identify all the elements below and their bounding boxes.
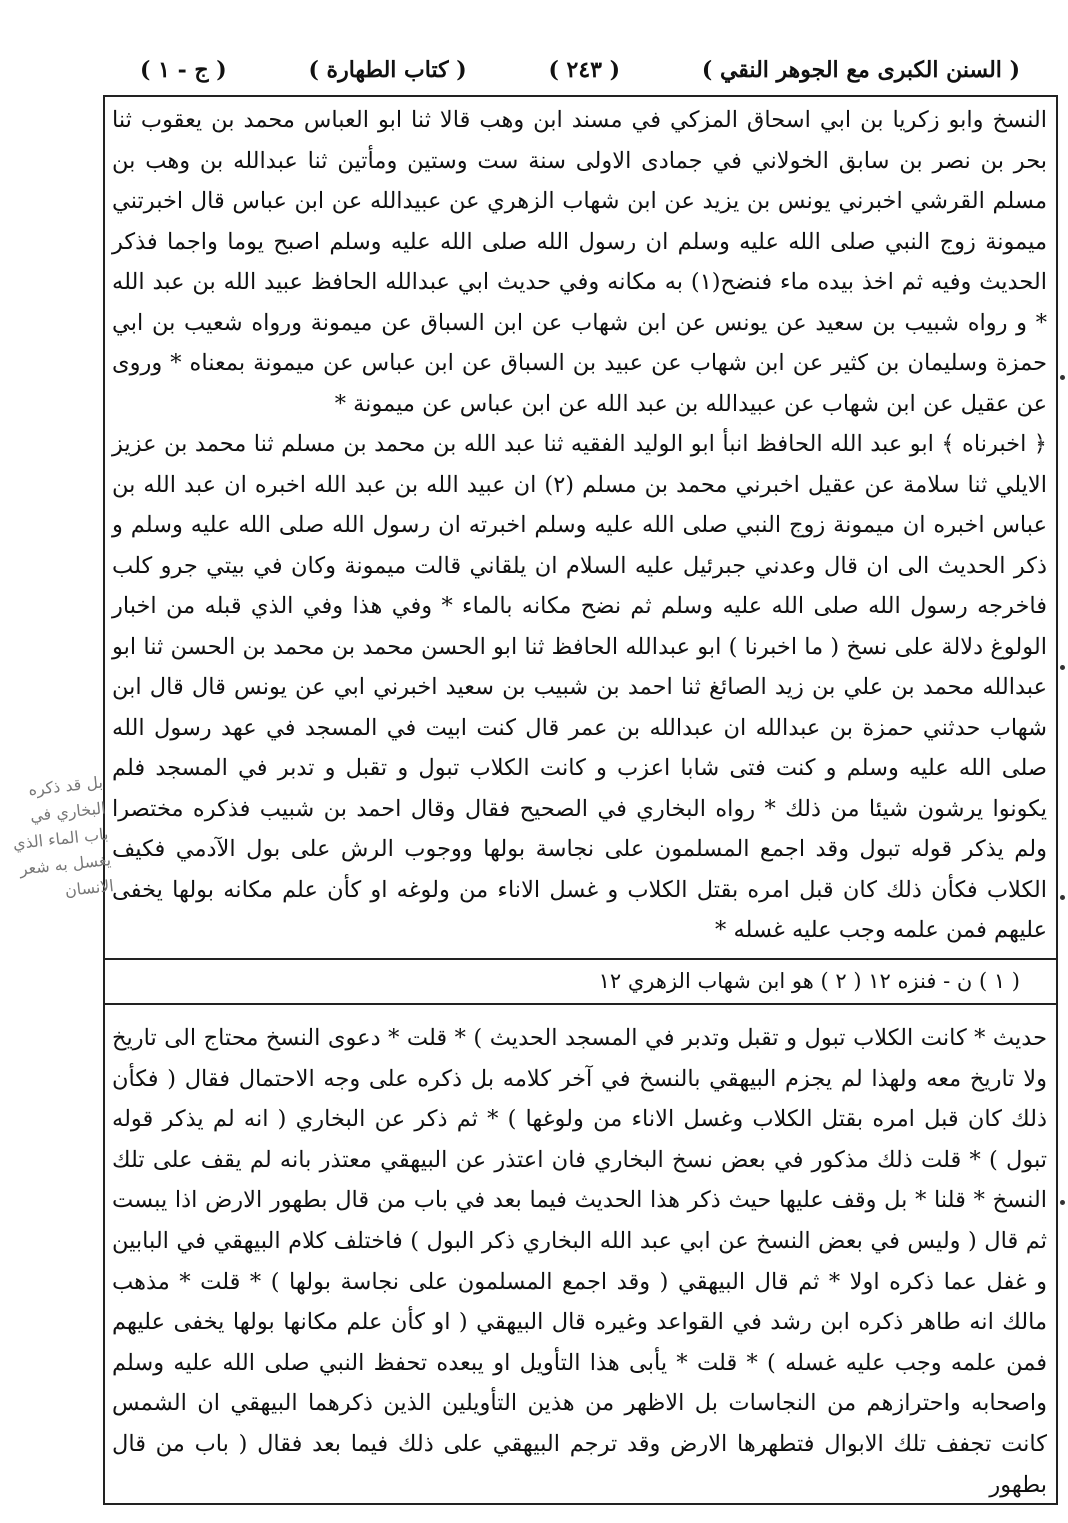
commentary-text bbox=[112, 1018, 1047, 1505]
margin-dot bbox=[1060, 665, 1065, 670]
commentary-separator bbox=[103, 1003, 1058, 1005]
main-paragraph-1: النسخ وابو زكريا بن ابي اسحاق المزكي في مسند ابن وهب قالا ثنا ابو العباس محمد بن يعقوب ثنا بحر بن نصر بن سابق الخولاني في جمادى الاولى سنة ست وستين ومأتين ثنا عبدالله بن وهب بن مسلم القرشي اخبرني يونس بن يزيد عن ابن شهاب الزهري عن عبيدالله عن ابن عباس قال اخبرتني ميمونة زوج النبي صلى الله عليه وسلم ان رسول الله صلى الله عليه وسلم اصبح يوما واجما فذكر الحديث وفيه ثم اخذ بيده ماء فنضح(١) به مكانه وفي حديث ابي عبدالله الحافظ عبيد الله بن عبد الله * و رواه شبيب بن سعيد عن يونس عن ابن شهاب عن ابن السباق عن ميمونة ورواه شعيب بن ابي حمزة وسليمان بن كثير عن ابن شهاب عن عبيد بن السباق عن ابن عباس عن ميمونة بمعناه * وروى عن عقيل عن ابن شهاب عن عبيدالله بن عبد الله عن ابن عباس عن ميمونة * bbox=[112, 107, 1048, 417]
commentary-paragraph: حديث * كانت الكلاب تبول و تقبل وتدبر في المسجد الحديث ) * قلت * دعوى النسخ محتاج الى تاريخ ولا تاريخ معه ولهذا لم يجزم البيهقي بالنسخ في آخر كلامه بل ذكره على وجه الاحتمال فقال ( فكأن ذلك كان قبل امره بقتل الكلاب وغسل الاناء من ولوغها ) * ثم ذكر عن البخاري ( انه لم يذكر قوله تبول ) * قلت ذلك مذكور في بعض نسخ البخاري فان اعتذر عن البيهقي معتذر بانه لم يقف على تلك النسخ * قلنا * بل وقف عليها حيث ذكر هذا الحديث فيما بعد في باب من قال بطهور الارض اذا يبست ثم قال ( وليس في بعض النسخ عن ابي عبد الله البخاري ذكر البول ) فاختلف كلام البيهقي في البابين و غفل عما ذكره اولا * ثم قال البيهقي ( وقد اجمع المسلمون على نجاسة بولها ) * قلت * مذهب مالك انه طاهر ذكره ابن رشد في القواعد وغيره قال البيهقي ( او كأن علم مكانها بولها يخفى عليهم فمن علمه وجب عليه غسله ) * قلت * يأبى هذا التأويل او يبعده تحفظ النبي صلى الله عليه وسلم واصحابه واحترازهم من النجاسات بل الاظهر من هذين التأويلين الذين ذكرهما البيهقي ان الشمس كانت تجفف تلك الابوال فتطهرها الارض وقد ترجم البيهقي على ذلك فيما بعد فقال ( باب من قال بطهور bbox=[112, 1025, 1047, 1498]
book-title: ( السنن الكبرى مع الجوهر النقي ) bbox=[701, 57, 1020, 83]
page-number: ( ٢٤٣ ) bbox=[548, 57, 621, 83]
volume-label: ( ج - ١ ) bbox=[140, 57, 227, 83]
main-paragraph-2: ﴿ اخبرناه ﴾ ابو عبد الله الحافظ انبأ ابو الوليد الفقيه ثنا عبد الله بن محمد بن مسلم ثنا محمد بن عزيز الايلي ثنا سلامة عن عقيل اخبرني محمد بن مسلم (٢) ان عبيد الله بن عبد الله اخبره ان عبد الله بن عباس اخبره ان ميمونة زوج النبي صلى الله عليه وسلم اخبرته ان رسول الله صلى الله عليه وسلم و ذكر الحديث الى ان قال وعدني جبرئيل عليه السلام ان يلقاني قالت ميمونة وكان في بيتي جرو كلب فاخرجه رسول الله صلى الله عليه وسلم ثم نضح مكانه بالماء * وفي هذا وفي الذي قبله من اخبار الولوغ دلالة على نسخ ( ما اخبرنا ) ابو عبدالله الحافظ ثنا ابو الحسن محمد بن محمد بن الحسن ثنا ابو عبدالله محمد بن علي بن زيد الصائغ ثنا احمد بن شبيب بن سعيد اخبرني ابي عن يونس قال قال ابن شهاب حدثني حمزة بن عبدالله ان عبدالله بن عمر قال كنت ابيت في المسجد في عهد رسول الله صلى الله عليه وسلم و كنت فتى شابا اعزب و كانت الكلاب تبول و تقبل و تدبر في المسجد فلم يكونوا يرشون شيئا من ذلك * رواه البخاري في الصحيح فقال وقال احمد بن شبيب فذكره مختصرا ولم يذكر قوله تبول وقد اجمع المسلمون على نجاسة بولها ووجوب الرش على بول الآدمي فكيف الكلاب فكأن ذلك كان قبل امره بقتل الكلاب و غسل الاناء من ولوغه او كأن علم مكانه بولها يخفى عليهم فمن علمه وجب عليه غسله * bbox=[112, 431, 1047, 943]
handwritten-margin-note: بل قد ذكره البخاري في باب الماء الذي يغسل به شعر الانسان bbox=[11, 772, 115, 900]
page-header bbox=[140, 50, 1020, 90]
chapter-title: ( كتاب الطهارة ) bbox=[308, 57, 467, 83]
footnote-separator bbox=[103, 958, 1058, 960]
margin-dot bbox=[1060, 375, 1065, 380]
footnote: ( ١ ) ن - فنزه ١٢ ( ٢ ) هو ابن شهاب الزهري ١٢ bbox=[598, 969, 1020, 993]
main-text bbox=[112, 100, 1047, 951]
margin-dot bbox=[1060, 1200, 1065, 1205]
margin-dot bbox=[1060, 895, 1065, 900]
